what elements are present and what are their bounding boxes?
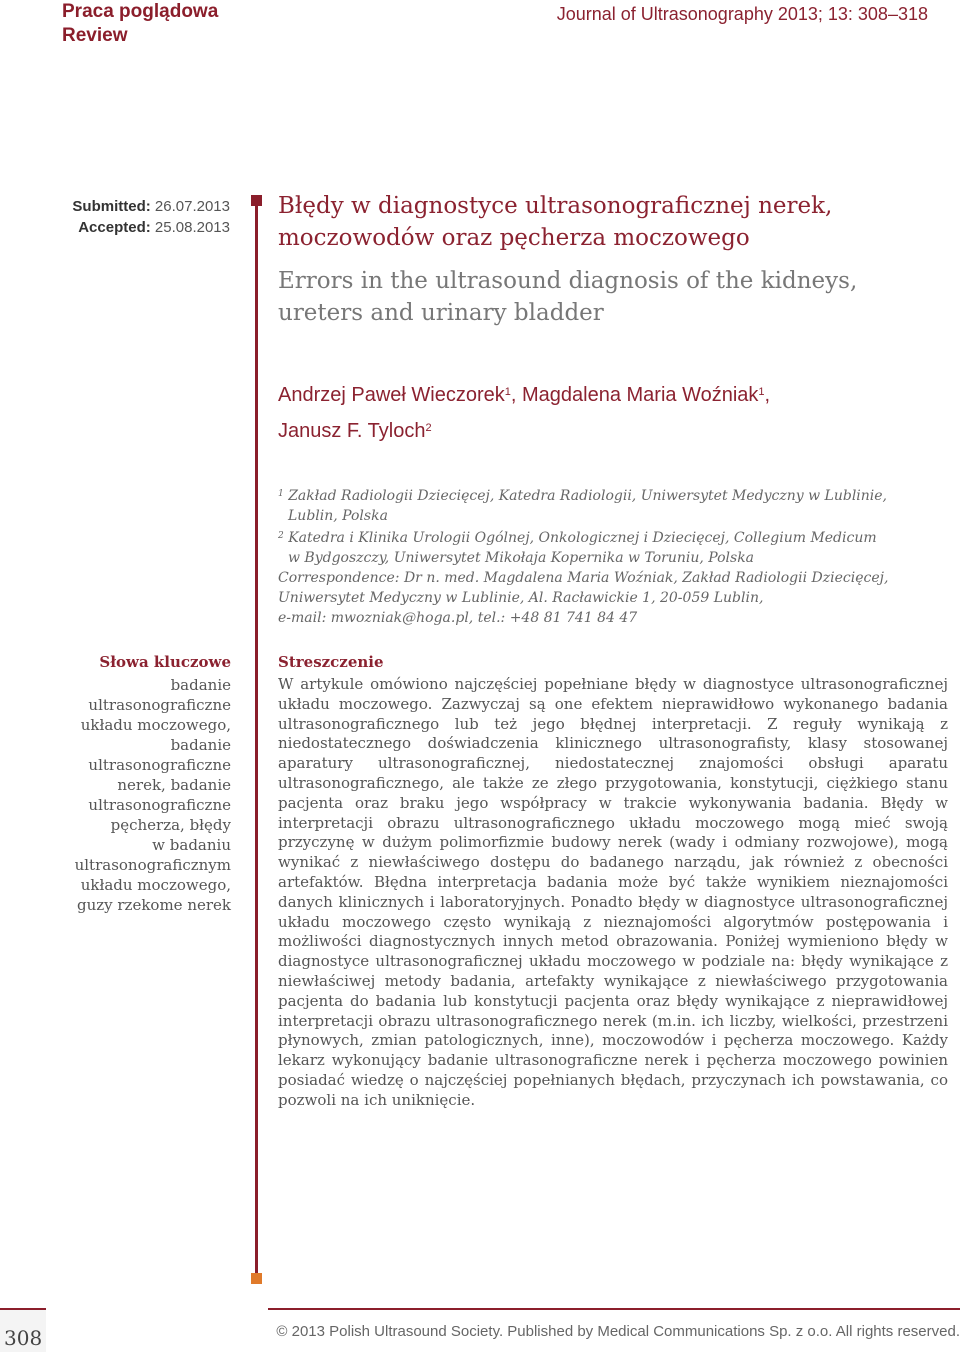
keywords-block [40,652,231,915]
article-dates [40,196,230,238]
submitted-date [40,196,230,217]
affiliation-1-cont: Lublin, Polska [288,508,388,524]
copyright-notice: © 2013 Polish Ultrasound Society. Published by Medical Communications Sp. z o.o. All rights reserved. [276,1323,960,1340]
keyword-line: nerek, badanie [117,776,231,794]
author-1-affiliation: 1 [504,386,511,398]
category-pl: Praca poglądowa [62,1,219,22]
accepted-label: Accepted: [78,219,151,236]
keyword-line: badanie [170,676,231,694]
keyword-line: ultrasonograficzne [88,796,231,814]
keyword-line: w badaniu [152,836,231,854]
category-en: Review [62,25,128,46]
submitted-value: 26.07.2013 [154,198,230,215]
title-polish: Błędy w diagnostyce ultrasonograficznej nerek, moczowodów oraz pęcherza moczowego [278,193,833,251]
keyword-line: badanie [170,736,231,754]
author-3: Janusz F. Tyloch$^2$ [278,420,432,442]
author-2-affiliation: 1 [758,386,765,398]
keyword-line: pęcherza, błędy [110,816,231,834]
vertical-rule [255,202,258,1278]
keyword-line: układu moczowego, [80,716,231,734]
correspondence-line-1: Correspondence: Dr n. med. Magdalena Maria Woźniak, Zakład Radiologii Dziecięcej, [278,570,889,586]
correspondence-line-2: Uniwersytet Medyczny w Lublinie, Al. Racławickie 1, 20-059 Lublin, [278,590,764,606]
submitted-label: Submitted: [72,198,151,215]
keyword-line: ultrasonograficzne [88,696,231,714]
author-3-affiliation: 2 [425,422,432,434]
affiliation-1: $^1$ Zakład Radiologii Dziecięcej, Katedra Radiologii, Uniwersytet Medyczny w Lublinie, [278,488,888,504]
footer-rule [268,1308,960,1310]
title-english: Errors in the ultrasound diagnosis of the kidneys, ureters and urinary bladder [278,268,858,326]
keyword-line: układu moczowego, [80,876,231,894]
article-category [62,0,262,48]
rule-marker-top [251,195,262,206]
affiliations [278,484,938,628]
keyword-line: ultrasonograficznym [74,856,231,874]
page-number: 308 [4,1326,43,1350]
accepted-date [40,217,230,238]
affiliation-2: $^2$ Katedra i Klinika Urologii Ogólnej, Onkologicznej i Dziecięcej, Collegium Medicum [278,530,877,546]
accepted-value: 25.08.2013 [154,219,230,236]
correspondence-email[interactable]: e-mail: mwozniak@hoga.pl, tel.: +48 81 741 84 47 [278,610,638,626]
author-list [278,376,938,448]
keyword-line: guzy rzekome nerek [76,896,231,914]
abstract-block [278,652,948,1111]
abstract-text: W artykule omówiono najczęściej popełniane błędy w diagnostyce ultrasonograficznej układu moczowego. Zazwyczaj są one efektem nieprawidłowo wykonanego badania ultrasonograficznego lub też jego błędnej interpretacji. Z reguły wynikają z niedostatecznego doświadczenia klinicznego ultrasonografisty, klasy stosowanej aparatury ultrasonograficznej, niedostatecznej znajomości obsługi aparatu ultrasonograficznego, ale także ze złego przygotowania, konstytucji, ciężkiego stanu pacjenta oraz braku jego współpracy w trakcie wykonywania badania. Błędy w interpretacji obrazu ultrasonograficznego układu moczowego mogą mieć swoją przyczynę w dużym polimorfizmie budowy nerek (wady i odmiany rozwojowe), mogą wynikać z niewłaściwego dostępu do badanego narządu, jak również z obecności artefaktów. Błędna interpretacja badania może być także wynikiem nieznajomości danych klinicznych i laboratoryjnych. Ponadto błędy w diagnostyce ultrasonograficznej układu moczowego często wynikają z nieznajomości algorytmów postępowania i możliwości diagnostycznych innych metod obrazowania. Poniżej wymieniono błędy w diagnostyce ultrasonograficznej układu moczowego w podziale na: błędy wynikające z niewłaściwej metody badania, artefakty wynikające z niewłaściwego przygotowania pacjenta do badania lub konstytucji pacjenta oraz błędy wynikające z nieprawidłowej interpretacji obrazu ultrasonograficznego nerek (m.in. ich liczby, wielkości, przestrzeni płynowych, zmian patologicznych, inne), moczowodów i pęcherza moczowego. Każdy lekarz wykonujący badanie ultrasonograficzne nerek i pęcherza moczowego powinien posiadać wiedzę o najczęściej popełnianych błędach, przyczynach ich powstawania, co pozwoli na ich uniknięcie. [278,675,948,1109]
rule-marker-bottom [251,1273,262,1284]
author-1: Andrzej Paweł Wieczorek$^1$, [278,384,522,406]
abstract-heading: Streszczenie [278,653,384,671]
affiliation-2-cont: w Bydgoszczy, Uniwersytet Mikołaja Kopernika w Toruniu, Polska [288,550,755,566]
journal-citation: Journal of Ultrasonography 2013; 13: 308–318 [556,4,928,24]
keywords-heading: Słowa kluczowe [99,653,231,671]
keyword-line: ultrasonograficzne [88,756,231,774]
author-2: Magdalena Maria Woźniak$^1$, [522,384,771,406]
